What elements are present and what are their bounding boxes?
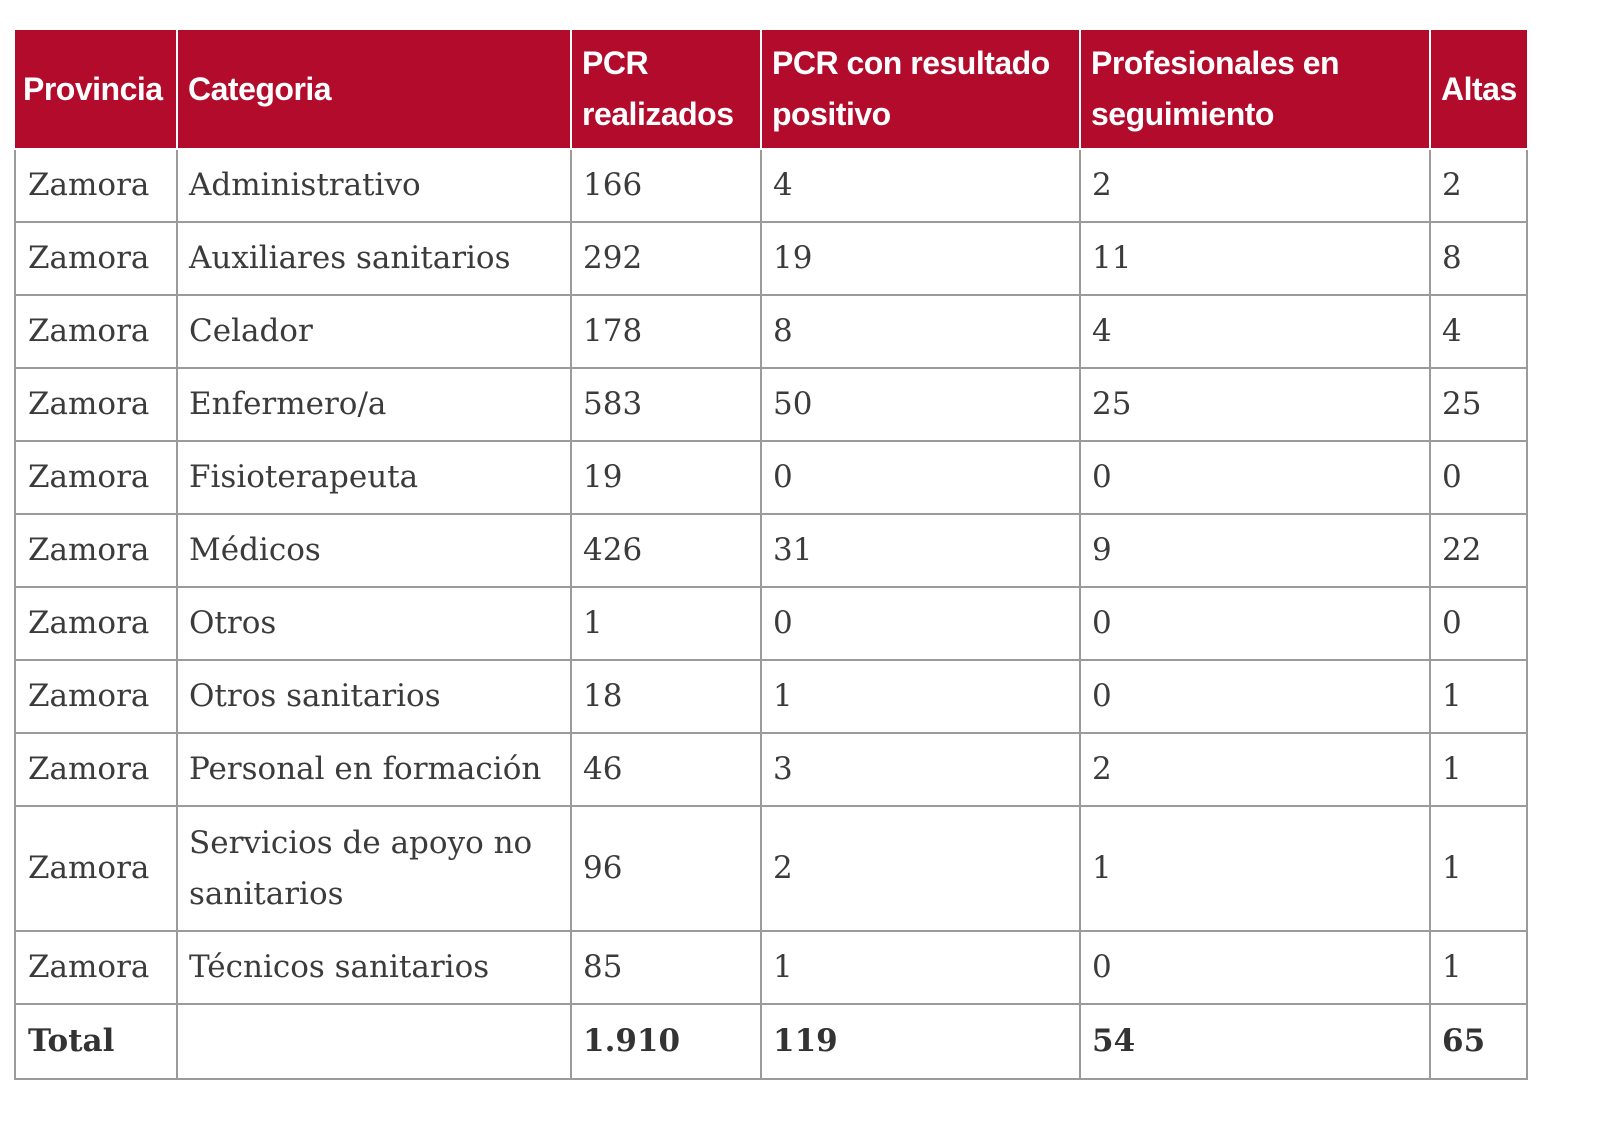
total-positivos: 119 (761, 1004, 1080, 1079)
cell-seguimiento: 0 (1080, 441, 1430, 514)
table-row (15, 660, 1527, 733)
cell-positivos: 31 (761, 514, 1080, 587)
cell-categoria: Técnicos sanitarios (177, 931, 571, 1004)
cell-altas: 1 (1430, 806, 1527, 931)
cell-pcr: 166 (571, 149, 761, 222)
pcr-data-table (14, 30, 1528, 1080)
data-table-container (14, 30, 1526, 1080)
total-altas: 65 (1430, 1004, 1527, 1079)
header-provincia: Provincia (15, 30, 177, 149)
cell-provincia: Zamora (15, 931, 177, 1004)
cell-altas: 8 (1430, 222, 1527, 295)
cell-provincia: Zamora (15, 514, 177, 587)
cell-altas: 1 (1430, 733, 1527, 806)
cell-categoria: Servicios de apoyo no sanitarios (177, 806, 571, 931)
cell-categoria: Administrativo (177, 149, 571, 222)
cell-positivos: 0 (761, 587, 1080, 660)
cell-altas: 25 (1430, 368, 1527, 441)
header-categoria: Categoria (177, 30, 571, 149)
cell-positivos: 4 (761, 149, 1080, 222)
total-pcr: 1.910 (571, 1004, 761, 1079)
cell-provincia: Zamora (15, 806, 177, 931)
cell-categoria: Celador (177, 295, 571, 368)
cell-provincia: Zamora (15, 222, 177, 295)
cell-provincia: Zamora (15, 149, 177, 222)
table-row (15, 368, 1527, 441)
cell-pcr: 292 (571, 222, 761, 295)
cell-provincia: Zamora (15, 368, 177, 441)
cell-pcr: 96 (571, 806, 761, 931)
table-row (15, 222, 1527, 295)
total-categoria (177, 1004, 571, 1079)
table-row (15, 733, 1527, 806)
cell-pcr: 85 (571, 931, 761, 1004)
table-row (15, 514, 1527, 587)
header-profesionales-seguimiento: Profesionales en seguimiento (1080, 30, 1430, 149)
table-row (15, 149, 1527, 222)
table-row (15, 441, 1527, 514)
cell-altas: 0 (1430, 441, 1527, 514)
header-pcr-realizados: PCR realizados (571, 30, 761, 149)
table-row (15, 295, 1527, 368)
cell-provincia: Zamora (15, 587, 177, 660)
cell-seguimiento: 0 (1080, 660, 1430, 733)
cell-categoria: Otros (177, 587, 571, 660)
cell-pcr: 1 (571, 587, 761, 660)
cell-pcr: 19 (571, 441, 761, 514)
cell-seguimiento: 0 (1080, 587, 1430, 660)
cell-altas: 1 (1430, 660, 1527, 733)
cell-positivos: 3 (761, 733, 1080, 806)
cell-altas: 0 (1430, 587, 1527, 660)
table-row (15, 931, 1527, 1004)
header-pcr-positivo: PCR con resultado positivo (761, 30, 1080, 149)
cell-positivos: 2 (761, 806, 1080, 931)
cell-positivos: 0 (761, 441, 1080, 514)
cell-altas: 4 (1430, 295, 1527, 368)
cell-seguimiento: 25 (1080, 368, 1430, 441)
cell-pcr: 426 (571, 514, 761, 587)
cell-provincia: Zamora (15, 295, 177, 368)
cell-altas: 1 (1430, 931, 1527, 1004)
cell-categoria: Otros sanitarios (177, 660, 571, 733)
cell-categoria: Personal en formación (177, 733, 571, 806)
cell-categoria: Fisioterapeuta (177, 441, 571, 514)
cell-seguimiento: 11 (1080, 222, 1430, 295)
total-seguimiento: 54 (1080, 1004, 1430, 1079)
header-altas: Altas (1430, 30, 1527, 149)
cell-positivos: 50 (761, 368, 1080, 441)
cell-positivos: 1 (761, 931, 1080, 1004)
cell-categoria: Auxiliares sanitarios (177, 222, 571, 295)
cell-pcr: 583 (571, 368, 761, 441)
cell-seguimiento: 9 (1080, 514, 1430, 587)
table-row (15, 587, 1527, 660)
table-row (15, 806, 1527, 931)
cell-pcr: 178 (571, 295, 761, 368)
cell-pcr: 46 (571, 733, 761, 806)
cell-provincia: Zamora (15, 733, 177, 806)
cell-positivos: 1 (761, 660, 1080, 733)
total-row (15, 1004, 1527, 1079)
cell-pcr: 18 (571, 660, 761, 733)
cell-positivos: 8 (761, 295, 1080, 368)
cell-altas: 22 (1430, 514, 1527, 587)
cell-provincia: Zamora (15, 660, 177, 733)
cell-seguimiento: 0 (1080, 931, 1430, 1004)
total-label: Total (15, 1004, 177, 1079)
cell-positivos: 19 (761, 222, 1080, 295)
header-row (15, 30, 1527, 149)
cell-categoria: Enfermero/a (177, 368, 571, 441)
cell-categoria: Médicos (177, 514, 571, 587)
cell-seguimiento: 1 (1080, 806, 1430, 931)
cell-seguimiento: 2 (1080, 149, 1430, 222)
cell-seguimiento: 2 (1080, 733, 1430, 806)
cell-provincia: Zamora (15, 441, 177, 514)
cell-altas: 2 (1430, 149, 1527, 222)
cell-seguimiento: 4 (1080, 295, 1430, 368)
